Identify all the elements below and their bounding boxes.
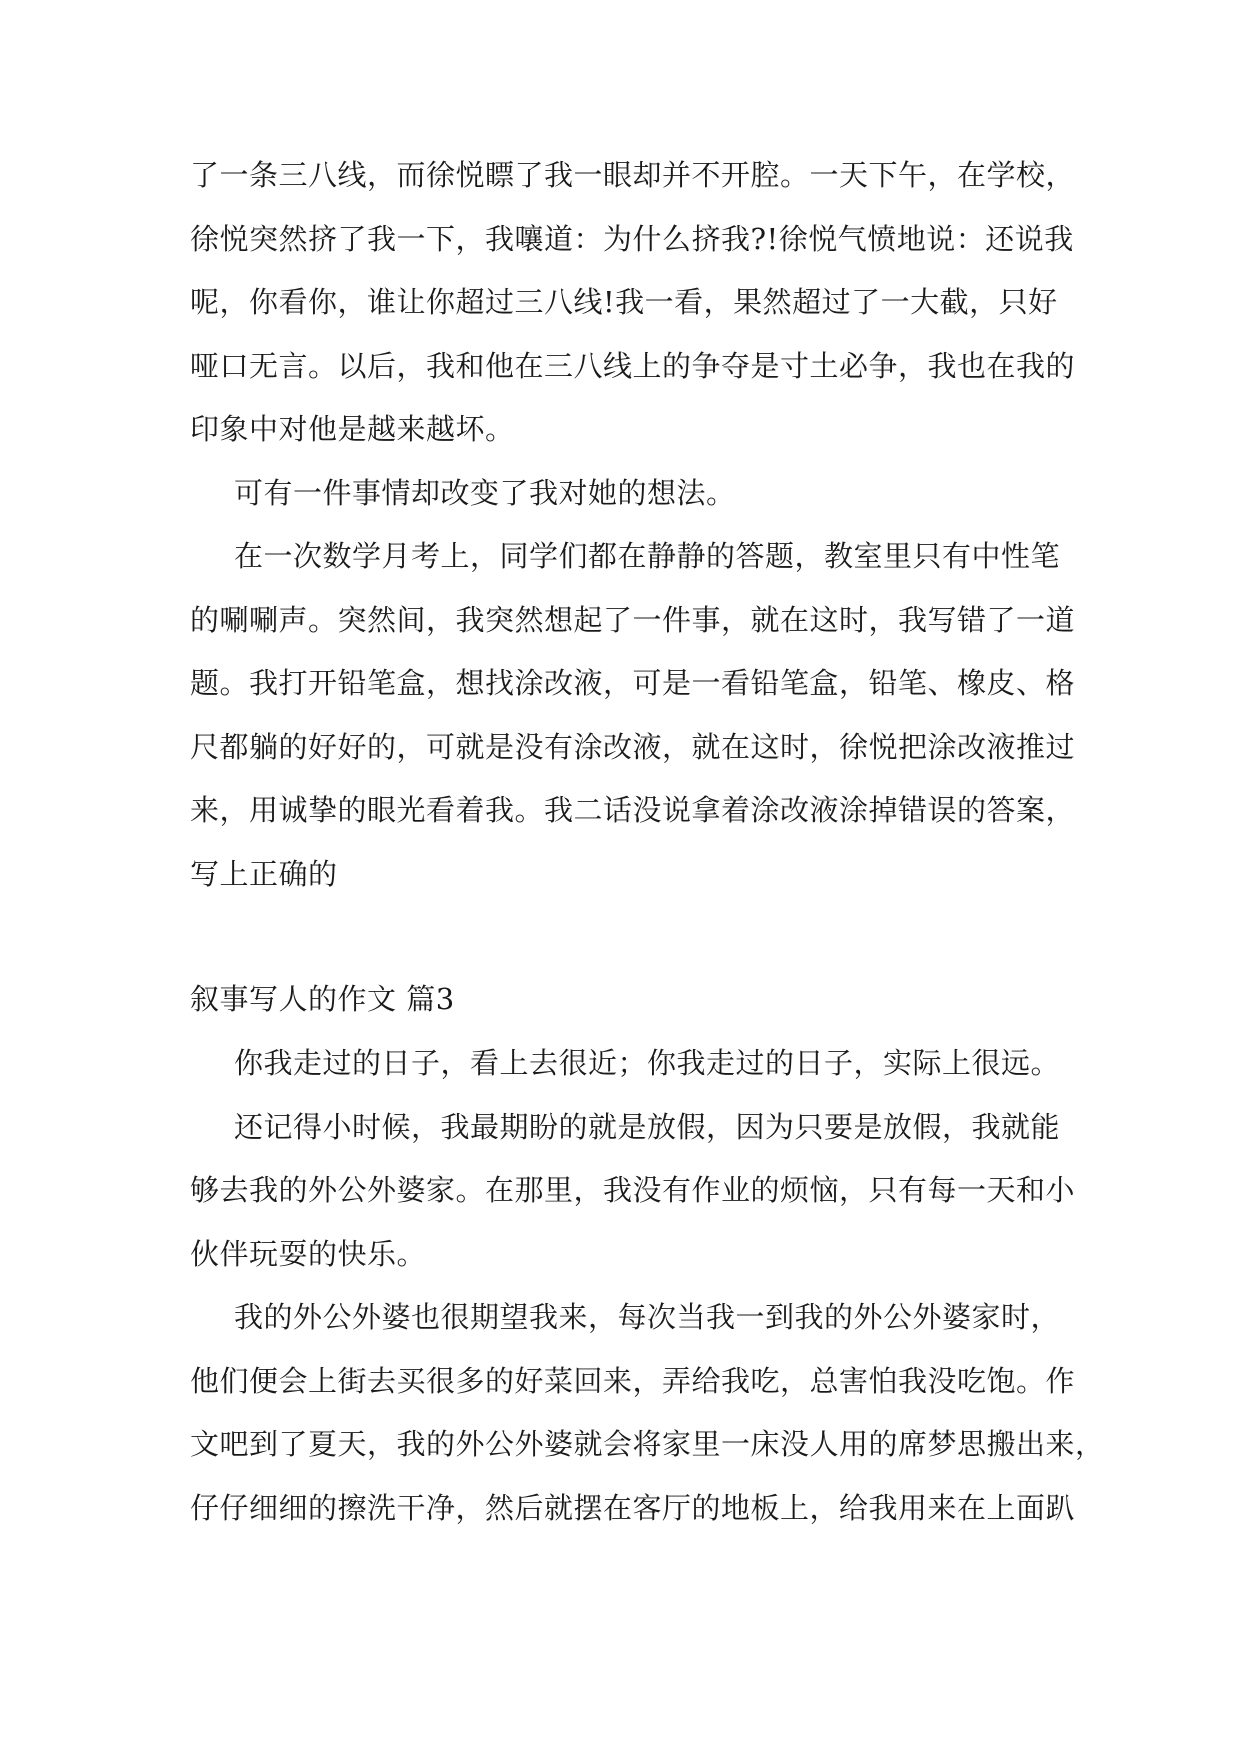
text-line: 可有一件事情却改变了我对她的想法。 [234, 475, 736, 510]
text-line: 了一条三八线，而徐悦瞟了我一眼却并不开腔。一天下午，在学校， [190, 158, 1076, 192]
text-line: 我的外公外婆也很期望我来，每次当我一到我的外公外婆家时， [234, 1300, 1061, 1334]
text-line: 的唰唰声。突然间，我突然想起了一件事，就在这时，我写错了一道 [190, 602, 1076, 637]
text-line: 够去我的外公外婆家。在那里，我没有作业的烦恼，只有每一天和小 [190, 1173, 1076, 1207]
text-line: 尺都躺的好好的，可就是没有涂改液，就在这时，徐悦把涂改液推过 [190, 729, 1076, 764]
document-body [190, 155, 1105, 1551]
text-line: 伙伴玩耍的快乐。 [190, 1236, 427, 1271]
text-line: 徐悦突然挤了我一下，我嚷道：为什么挤我?!徐悦气愤地说：还说我 [190, 221, 1074, 256]
text-line: 写上正确的 [190, 856, 338, 891]
text-line: 哑口无言。以后，我和他在三八线上的争夺是寸土必争，我也在我的 [190, 348, 1076, 383]
text-line: 文吧到了夏天，我的外公外婆就会将家里一床没人用的席梦思搬出来， [190, 1427, 1105, 1461]
text-line: 呢，你看你，谁让你超过三八线!我一看，果然超过了一大截，只好 [190, 285, 1058, 319]
section-heading: 叙事写人的作文 篇3 [190, 982, 455, 1016]
section-gap [190, 917, 1065, 979]
paragraphs-after [190, 1043, 1105, 1551]
text-line: 来，用诚挚的眼光看着我。我二话没说拿着涂改液涂掉错误的答案， [190, 793, 1076, 827]
text-line: 印象中对他是越来越坏。 [190, 412, 515, 446]
text-line: 题。我打开铅笔盒，想找涂改液，可是一看铅笔盒，铅笔、橡皮、格 [190, 666, 1076, 700]
text-line: 你我走过的日子，看上去很近；你我走过的日子，实际上很远。 [234, 1046, 1061, 1080]
text-line: 还记得小时候，我最期盼的就是放假，因为只要是放假，我就能 [234, 1109, 1061, 1144]
text-line: 他们便会上街去买很多的好菜回来，弄给我吃，总害怕我没吃饱。作 [190, 1363, 1076, 1398]
text-line: 仔仔细细的擦洗干净，然后就摆在客厅的地板上，给我用来在上面趴 [190, 1490, 1076, 1525]
text-line: 在一次数学月考上，同学们都在静静的答题，教室里只有中性笔 [234, 539, 1061, 573]
paragraphs-before [190, 155, 1076, 917]
